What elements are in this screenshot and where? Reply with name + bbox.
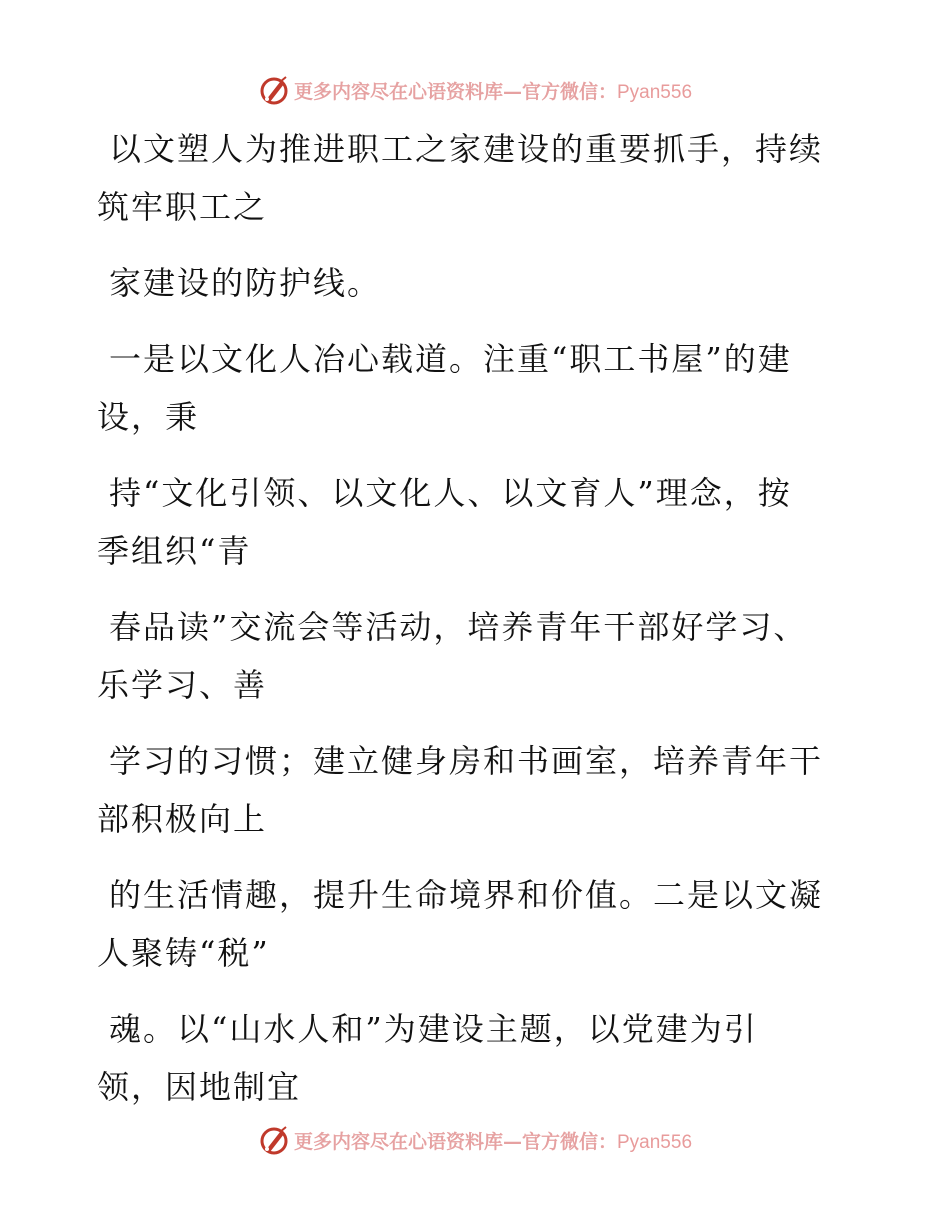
paragraph-4: 持“文化引领、以文化人、以文育人”理念，按 季组织“青 <box>97 474 792 570</box>
paragraph-1: 以文塑人为推进职工之家建设的重要抓手，持续 筑牢职工之 <box>97 130 824 226</box>
pen-logo-icon <box>258 74 290 106</box>
footer-watermark-banner <box>0 1120 950 1160</box>
banner-text: 更多内容尽在心语资料库—官方微信：Pyan556 <box>293 80 693 103</box>
document-body <box>97 120 837 1134</box>
wechat-id: Pyan556 <box>617 1131 693 1153</box>
paragraph-6: 学习的习惯；建立健身房和书画室，培养青年干 部积极向上 <box>97 742 824 838</box>
header-watermark-banner <box>0 70 950 110</box>
pen-logo-icon <box>258 1124 290 1156</box>
paragraph-3: 一是以文化人冶心载道。注重“职工书屋”的建 设，秉 <box>97 340 792 436</box>
paragraph-5: 春品读”交流会等活动，培养青年干部好学习、 乐学习、善 <box>97 608 808 704</box>
paragraph-8: 魂。以“山水人和”为建设主题，以党建为引 领，因地制宜 <box>97 1010 758 1106</box>
paragraph-7: 的生活情趣，提升生命境界和价值。二是以文凝 人聚铸“税” <box>97 876 824 972</box>
wechat-id: Pyan556 <box>617 81 693 103</box>
paragraph-2: 家建设的防护线。 <box>109 264 382 302</box>
banner-text: 更多内容尽在心语资料库—官方微信：Pyan556 <box>293 1130 693 1153</box>
